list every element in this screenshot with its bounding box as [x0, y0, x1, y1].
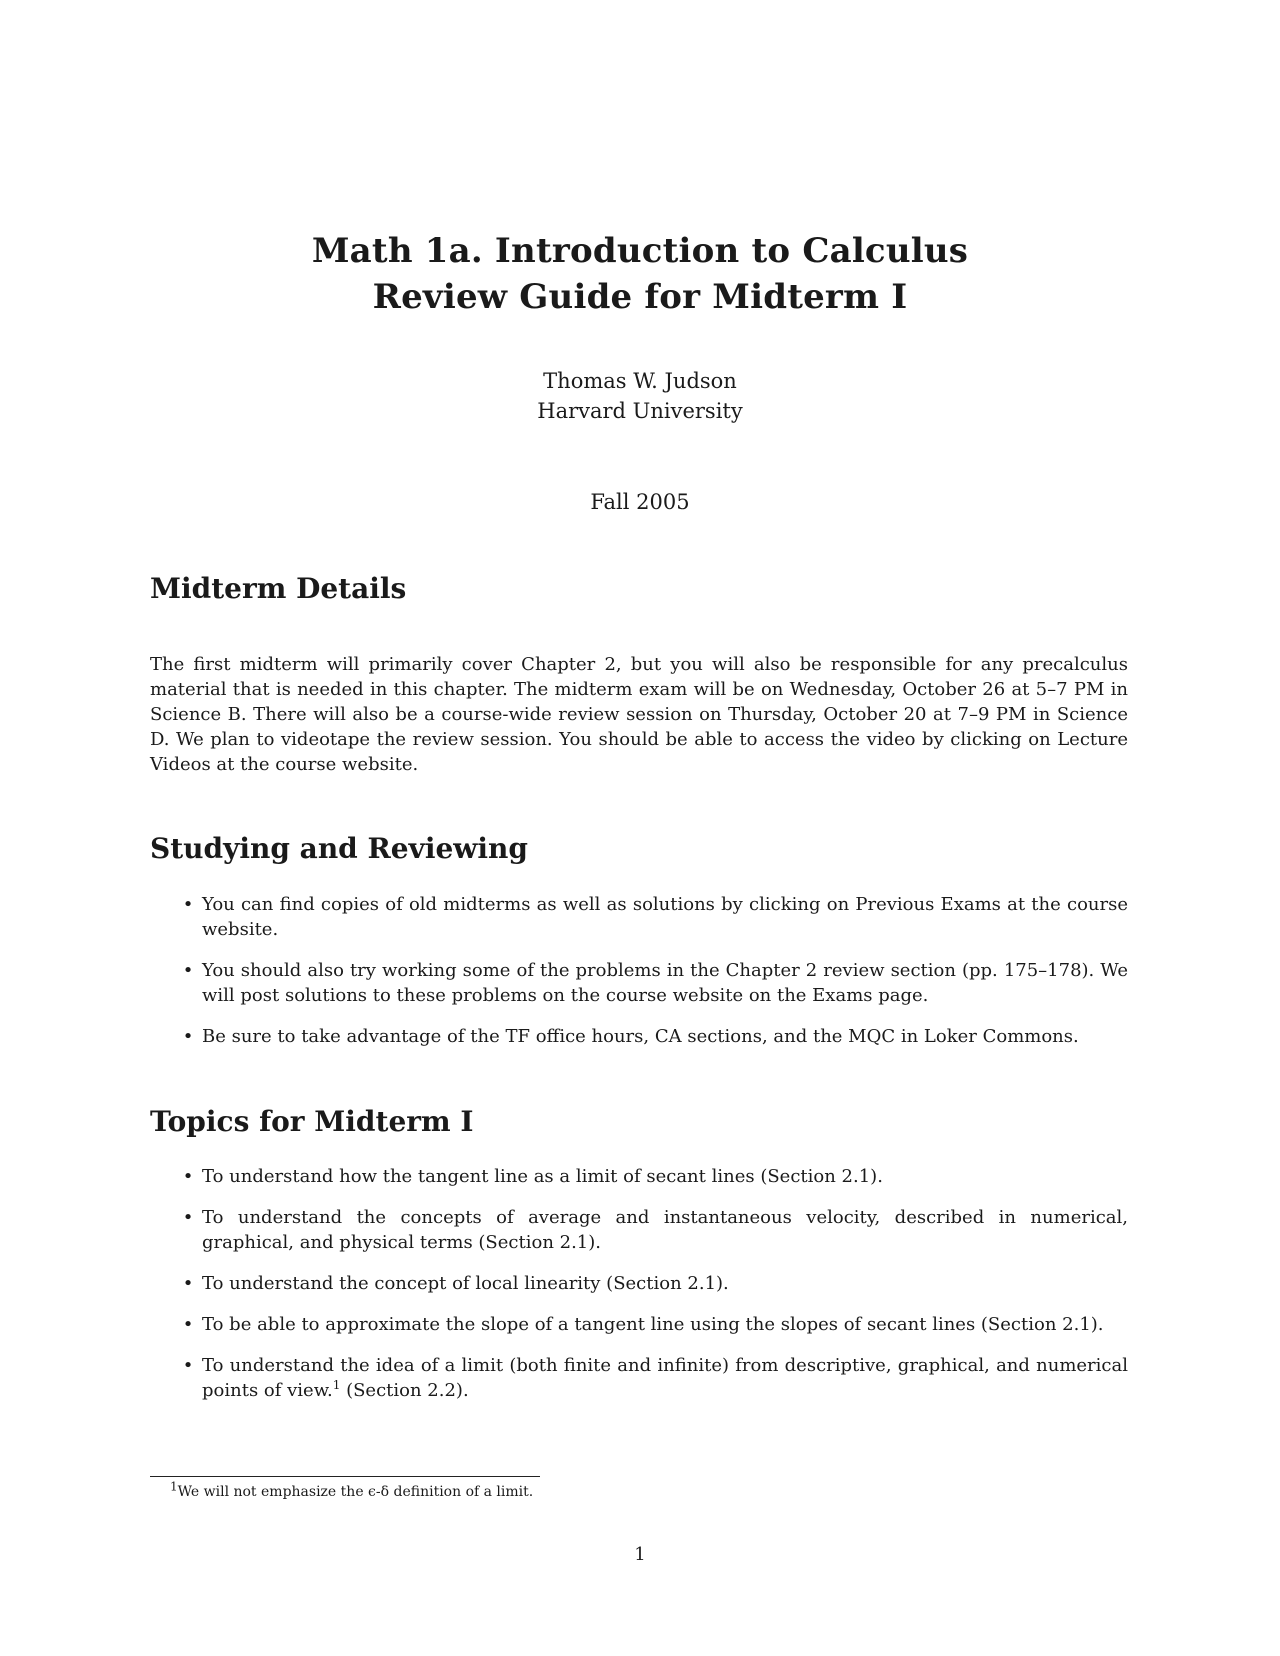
footnote-number: 1	[170, 1479, 178, 1494]
list-item	[150, 1353, 1128, 1403]
author-block	[0, 366, 1280, 426]
list-item	[150, 1164, 1128, 1189]
author-affiliation: Harvard University	[537, 399, 743, 423]
author-name: Thomas W. Judson	[543, 369, 737, 393]
bullet-icon: •	[182, 1207, 194, 1228]
bullet-icon: •	[182, 1314, 194, 1335]
footnote	[170, 1479, 534, 1502]
title-block	[0, 228, 1280, 320]
studying-list	[150, 892, 1128, 1065]
list-item	[150, 958, 1128, 1008]
footnote-text: We will not emphasize the ϵ-δ definition of a limit.	[177, 1484, 534, 1500]
list-item-text: You can find copies of old midterms as well as solutions by clicking on Previous Exams at the course website.	[202, 894, 1128, 940]
section-heading-midterm-details: Midterm Details	[150, 572, 407, 605]
list-item-text: To understand the idea of a limit (both finite and infinite) from descriptive, graphical, and numerical points of view.	[202, 1355, 1128, 1401]
section-heading-studying: Studying and Reviewing	[150, 832, 528, 865]
list-item-text: You should also try working some of the problems in the Chapter 2 review section (pp. 175–178). We will post solutions to these problems on the course website on the Exams page.	[202, 960, 1128, 1006]
bullet-icon: •	[182, 1273, 194, 1294]
bullet-icon: •	[182, 1166, 194, 1187]
list-item	[150, 1205, 1128, 1255]
list-item	[150, 1024, 1128, 1049]
footnote-divider	[150, 1476, 540, 1477]
list-item	[150, 892, 1128, 942]
page-number: 1	[634, 1544, 646, 1565]
list-item-text: To understand the concept of local linearity (Section 2.1).	[202, 1273, 729, 1294]
list-item-text: To understand how the tangent line as a limit of secant lines (Section 2.1).	[202, 1166, 883, 1187]
document-title: Math 1a. Introduction to Calculus	[311, 231, 969, 271]
term-date: Fall 2005	[590, 490, 690, 514]
list-item-text: Be sure to take advantage of the TF office hours, CA sections, and the MQC in Loker Commons.	[202, 1026, 1079, 1047]
list-item	[150, 1312, 1128, 1337]
list-item-text: To understand the concepts of average and instantaneous velocity, described in numerical, graphical, and physical terms (Section 2.1).	[202, 1207, 1128, 1253]
bullet-icon: •	[182, 960, 194, 981]
list-item-text: To be able to approximate the slope of a tangent line using the slopes of secant lines (Section 2.1).	[202, 1314, 1104, 1335]
topics-list	[150, 1164, 1128, 1419]
bullet-icon: •	[182, 1355, 194, 1376]
footnote-marker: 1	[332, 1378, 341, 1392]
bullet-icon: •	[182, 894, 194, 915]
section-heading-topics: Topics for Midterm I	[150, 1105, 474, 1138]
document-subtitle: Review Guide for Midterm I	[372, 277, 908, 317]
list-item-text-tail: (Section 2.2).	[340, 1380, 469, 1401]
list-item	[150, 1271, 1128, 1296]
bullet-icon: •	[182, 1026, 194, 1047]
midterm-details-paragraph: The first midterm will primarily cover Chapter 2, but you will also be responsible for any precalculus material that is needed in this chapter. The midterm exam will be on Wednesday, October 26 at 5–7 PM in Science B. There will also be a course-wide review session on Thursday, October 20 at 7–9 PM in Science D. We plan to videotape the review session. You should be able to access the video by clicking on Lecture Videos at the course website.	[150, 654, 1128, 775]
